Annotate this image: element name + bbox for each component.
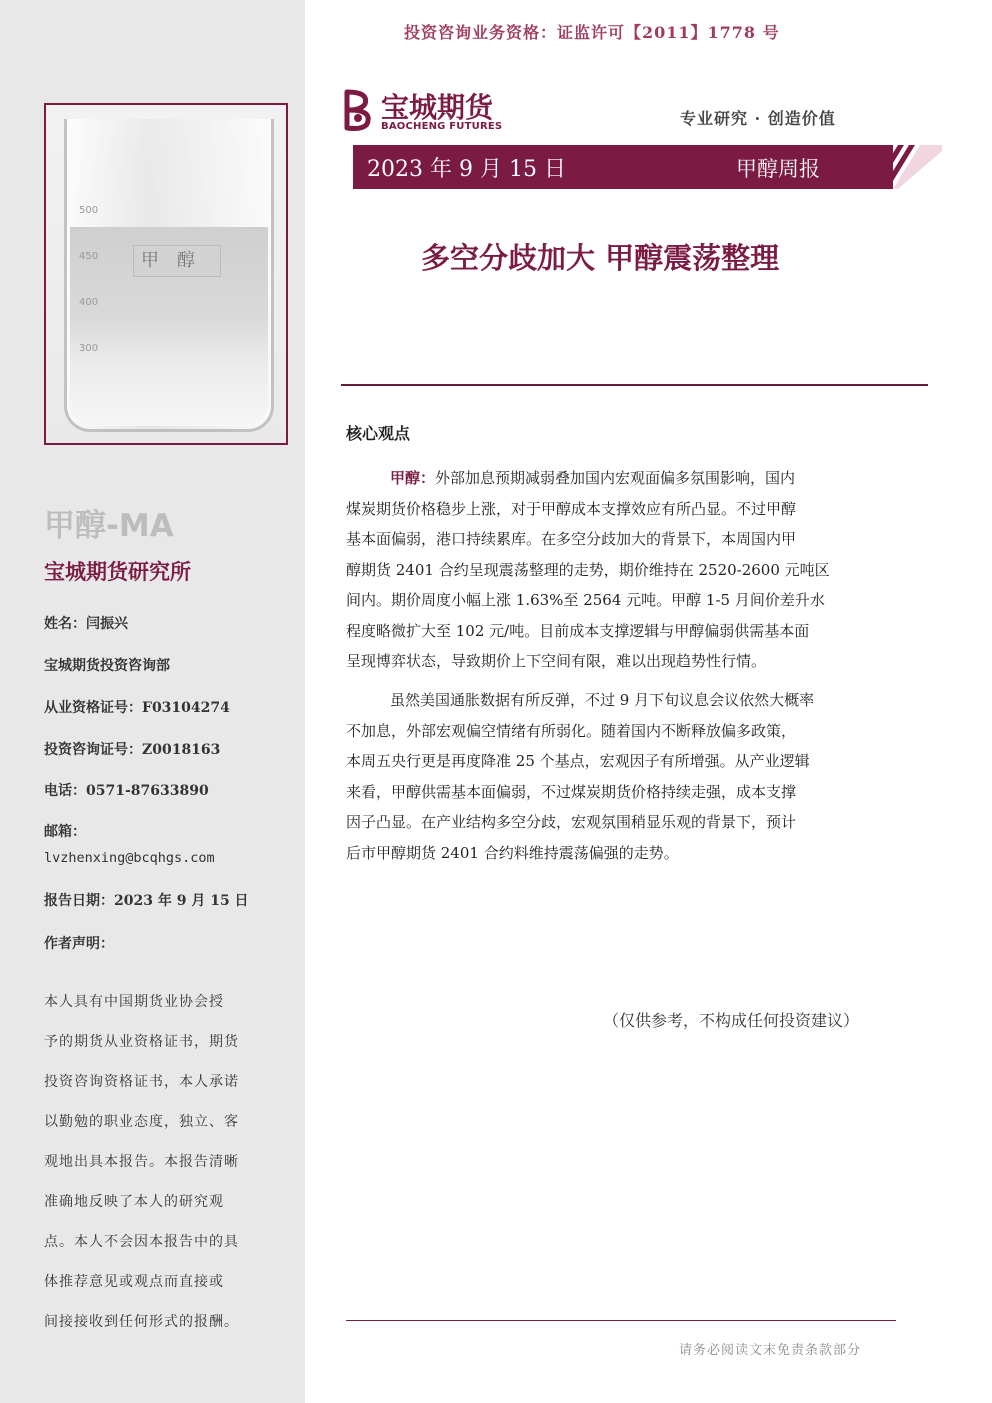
practice-license: 从业资格证号：F03104274 xyxy=(44,700,230,716)
declaration-line: 予的期货从业资格证书，期货 xyxy=(44,1034,239,1050)
report-headline: 多空分歧加大 甲醇震荡整理 xyxy=(421,241,780,275)
slogan: 专业研究 · 创造价值 xyxy=(680,109,836,128)
declaration-line: 观地出具本报告。本报告清晰 xyxy=(44,1154,239,1170)
core-view-paragraph-2 xyxy=(346,685,906,868)
declaration-line: 投资咨询资格证书，本人承诺 xyxy=(44,1074,239,1090)
section-title: 核心观点 xyxy=(346,424,411,443)
logo-text-cn: 宝城期货 xyxy=(381,91,494,124)
paragraph-line: 程度略微扩大至 102 元/吨。目前成本支撑逻辑与甲醇偏弱供需基本面 xyxy=(346,621,810,640)
beaker-tick: 500 xyxy=(79,205,99,216)
beaker-tick: 450 xyxy=(79,251,99,262)
paragraph-line: 来看，甲醇供需基本面偏弱，不过煤炭期货价格持续走强，成本支撑 xyxy=(346,782,797,801)
email-link[interactable]: lvzhenxing@bcqhgs.com xyxy=(44,850,215,866)
report-date-banner: 2023 年 9 月 15 日 xyxy=(367,157,566,182)
paragraph-line: 不加息，外部宏观偏空情绪有所弱化。随着国内不断释放偏多政策， xyxy=(346,721,797,740)
declaration-title: 作者声明： xyxy=(44,936,114,952)
institute-name: 宝城期货研究所 xyxy=(44,560,191,584)
declaration-line: 以勤勉的职业态度，独立、客 xyxy=(44,1114,239,1130)
qualification-notice: 投资咨询业务资格：证监许可【2011】1778 号 xyxy=(404,23,780,42)
paragraph-line: 煤炭期货价格稳步上涨，对于甲醇成本支撑效应有所凸显。不过甲醇 xyxy=(346,499,797,518)
author-name: 姓名：闫振兴 xyxy=(44,616,128,632)
paragraph-line: 本周五央行更是再度降准 25 个基点，宏观因子有所增强。从产业逻辑 xyxy=(346,752,810,770)
paragraph-lead: 甲醇： xyxy=(390,469,436,487)
footer-divider xyxy=(346,1320,896,1321)
declaration-line: 间接接收到任何形式的报酬。 xyxy=(44,1314,239,1330)
paragraph-line: 间内。期价周度小幅上涨 1.63%至 2564 元吨。甲醇 1-5 月间价差升水 xyxy=(346,591,825,609)
logo-text-en: BAOCHENG FUTURES xyxy=(381,121,503,132)
banner-stripes-icon xyxy=(858,145,942,189)
company-logo-icon xyxy=(341,88,377,132)
author-declaration xyxy=(44,982,272,1342)
footer-note: 请务必阅读文末免责条款部分 xyxy=(679,1343,862,1358)
report-type: 甲醇周报 xyxy=(736,157,820,181)
email-label: 邮箱： xyxy=(44,824,86,840)
paragraph-text: 外部加息预期减弱叠加国内宏观面偏多氛围影响，国内 xyxy=(435,469,796,487)
paragraph-line xyxy=(346,463,906,494)
declaration-line: 准确地反映了本人的研究观 xyxy=(44,1194,224,1210)
paragraph-line: 因子凸显。在产业结构多空分歧，宏观氛围稍显乐观的背景下，预计 xyxy=(346,813,797,831)
product-title: 甲醇-MA xyxy=(44,508,174,544)
beaker-tick: 300 xyxy=(79,343,99,354)
paragraph-line: 后市甲醇期货 2401 合约料维持震荡偏强的走势。 xyxy=(346,843,679,862)
core-view-paragraph-1 xyxy=(346,463,906,677)
beaker-label: 甲醇 xyxy=(133,245,221,277)
report-date: 报告日期：2023 年 9 月 15 日 xyxy=(44,893,249,909)
paragraph-line: 呈现博弈状态，导致期价上下空间有限，难以出现趋势性行情。 xyxy=(346,652,767,670)
divider xyxy=(341,384,928,386)
paragraph-line: 醇期货 2401 合约呈现震荡整理的走势，期价维持在 2520-2600 元吨区 xyxy=(346,560,830,579)
declaration-line: 体推荐意见或观点而直接或 xyxy=(44,1274,224,1290)
paragraph-line: 基本面偏弱，港口持续累库。在多空分歧加大的背景下，本周国内甲 xyxy=(346,530,797,548)
declaration-line: 本人具有中国期货业协会授 xyxy=(44,994,224,1010)
beaker-tick: 400 xyxy=(79,297,99,308)
declaration-line: 点。本人不会因本报告中的具 xyxy=(44,1234,239,1250)
phone: 电话：0571-87633890 xyxy=(44,783,209,799)
investment-disclaimer: （仅供参考，不构成任何投资建议） xyxy=(603,1011,860,1030)
department: 宝城期货投资咨询部 xyxy=(44,658,170,674)
consult-license: 投资咨询证号：Z0018163 xyxy=(44,742,221,758)
sidebar xyxy=(0,0,305,1403)
paragraph-line: 虽然美国通胀数据有所反弹，不过 9 月下旬议息会议依然大概率 xyxy=(390,691,815,709)
